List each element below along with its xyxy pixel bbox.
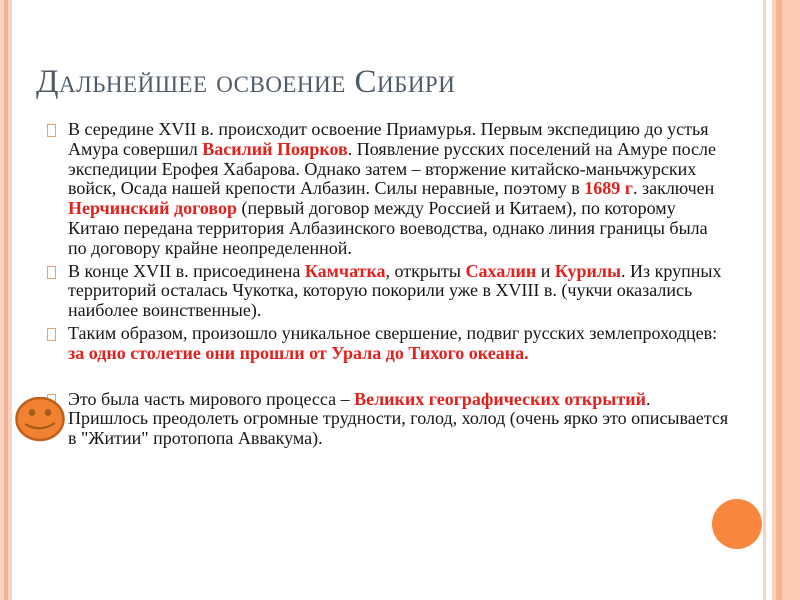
bullet-marker	[47, 124, 56, 137]
bullet-item	[68, 390, 730, 449]
orange-circle-decoration	[712, 499, 762, 549]
text-run: за одно столетие они прошли от Урала до Тихого океана.	[68, 342, 529, 363]
bullet-item	[68, 324, 730, 364]
text-run: . Пришлось преодолеть огромные трудности, голод, холод (очень ярко это описывается в "Житии" протопопа Аввакума).	[68, 388, 729, 449]
text-run: . Появление русских поселений на Амуре после экспедиции Ерофея Хабарова. Однако затем – вторжение китайско-маньчжурских войск, Осада нашей крепости Албазин. Силы неравные, поэтому в	[68, 138, 717, 199]
text-run: Великих географических открытий	[354, 388, 646, 409]
bullet-item	[68, 120, 730, 259]
bullet-item	[68, 262, 730, 321]
text-run: Это была часть мирового процесса –	[68, 388, 355, 409]
slide-body	[68, 120, 730, 452]
text-run: Нерчинский договор	[68, 198, 238, 219]
slide-title: Дальнейшее освоение Сибири	[36, 64, 456, 100]
text-run: В конце XVII в. присоединена	[68, 260, 305, 281]
bullet-marker	[47, 328, 56, 341]
text-run: (первый договор между Россией и Китаем), по которому Китаю передана территория Албазинского воеводства, однако линия границы была по договору крайне неопределенной.	[68, 198, 708, 258]
text-run: В середине XVII в. происходит освоение Приамурья. Первым экспедицию до устья Амура совершил	[68, 119, 709, 159]
text-run: , открыты	[385, 260, 466, 281]
smiley-face-icon	[14, 397, 66, 445]
text-run: и	[536, 260, 555, 281]
text-run: Курилы	[554, 260, 622, 281]
bullet-list	[68, 120, 730, 449]
text-run: Сахалин	[465, 260, 537, 281]
text-run: Таким образом, произошло уникальное свершение, подвиг русских землепроходцев:	[68, 322, 718, 343]
text-run: . Из крупных территорий осталась Чукотка, которую покорили уже в XVIII в. (чукчи оказались наиболее воинственные).	[68, 260, 722, 321]
text-run: Камчатка	[304, 260, 386, 281]
bullet-marker	[47, 266, 56, 279]
text-run: Василий Поярков	[202, 138, 348, 159]
left-edge-stripes	[0, 0, 12, 600]
right-edge-stripes	[763, 0, 800, 600]
text-run: . заключен	[632, 178, 715, 199]
text-run: 1689 г	[584, 178, 633, 199]
